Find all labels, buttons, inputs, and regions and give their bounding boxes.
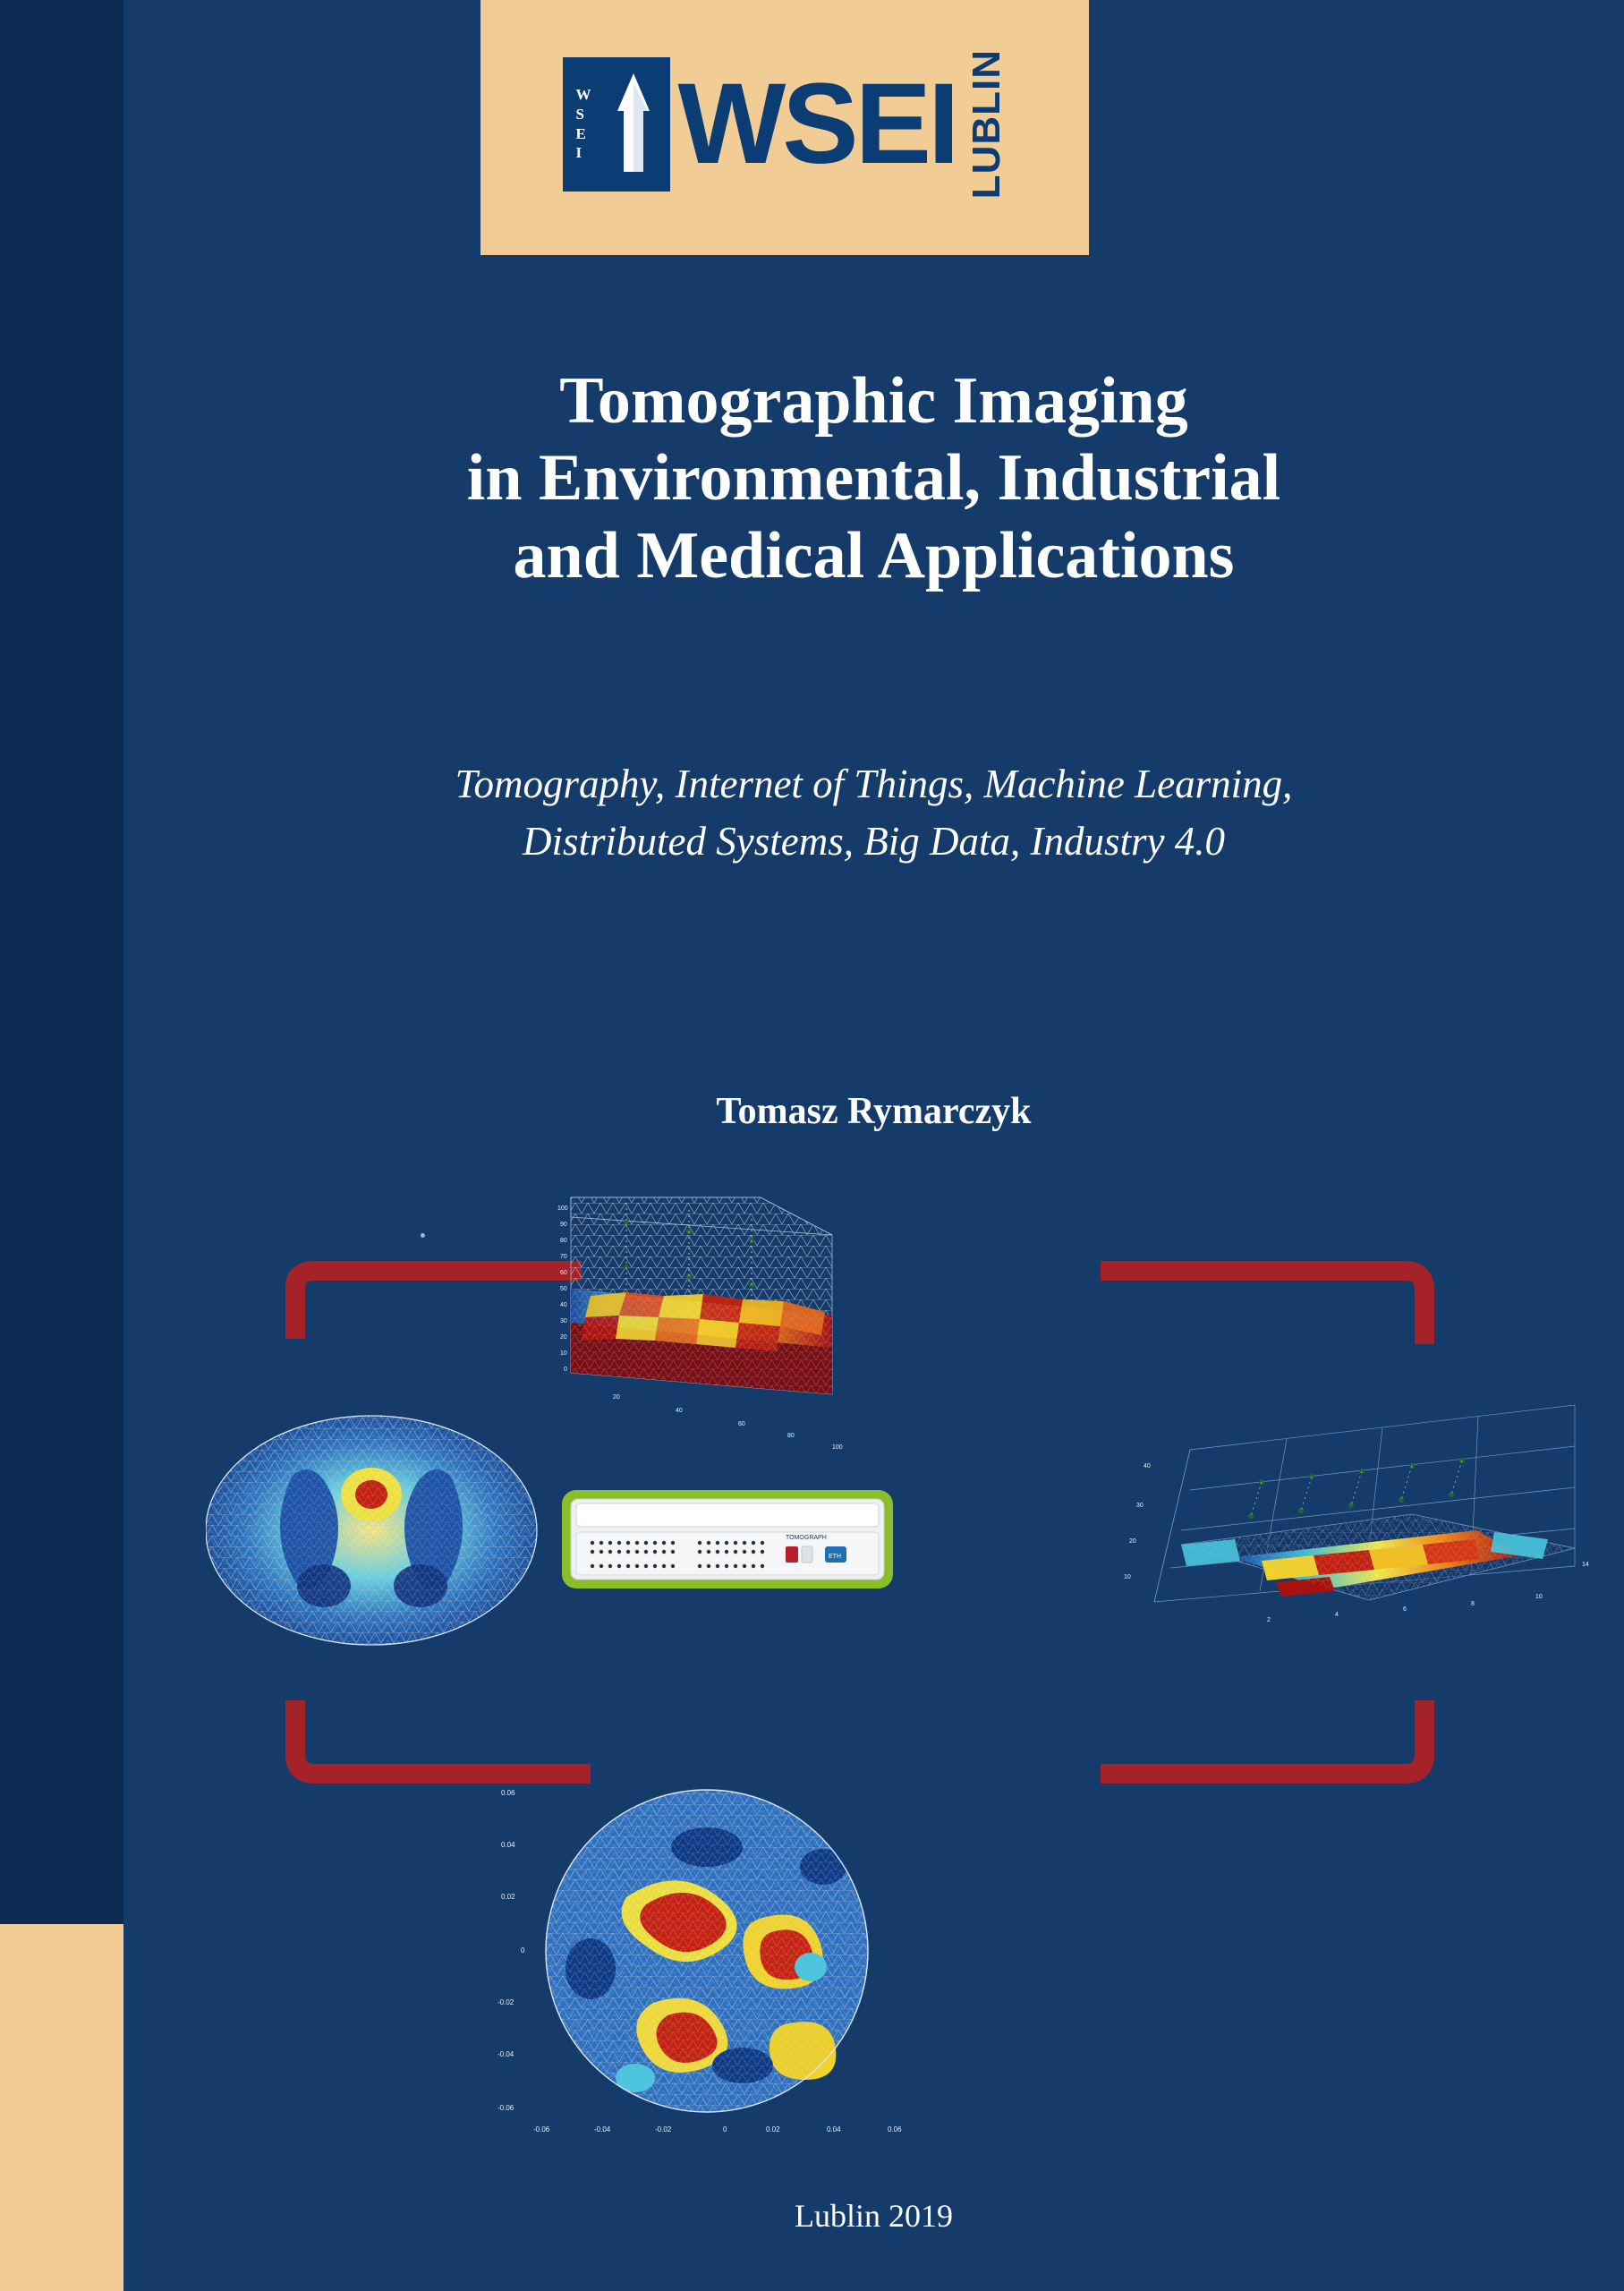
3d-embankment-tomography-mesh-image xyxy=(1124,1405,1589,1623)
svg-text:60: 60 xyxy=(560,1270,567,1276)
svg-text:0: 0 xyxy=(564,1367,567,1373)
svg-text:100: 100 xyxy=(832,1444,843,1451)
svg-text:100: 100 xyxy=(557,1205,568,1212)
svg-text:-0.02: -0.02 xyxy=(497,1998,514,2006)
book-title xyxy=(123,362,1624,595)
svg-text:40: 40 xyxy=(1144,1463,1151,1469)
svg-text:30: 30 xyxy=(560,1318,567,1324)
3d-tank-tomography-mesh-image xyxy=(557,1197,843,1451)
circular-eit-reconstruction-image xyxy=(497,1789,902,2133)
svg-text:2: 2 xyxy=(1267,1617,1271,1623)
wsei-badge-icon xyxy=(563,57,670,192)
svg-text:50: 50 xyxy=(560,1286,567,1292)
svg-text:-0.06: -0.06 xyxy=(533,2125,550,2133)
svg-text:40: 40 xyxy=(560,1302,567,1308)
svg-text:-0.02: -0.02 xyxy=(655,2125,672,2133)
svg-text:-0.06: -0.06 xyxy=(497,2104,514,2112)
cover-accent-block xyxy=(0,1924,123,2291)
book-subtitle-line-2: Distributed Systems, Big Data, Industry 4.0 xyxy=(523,818,1225,864)
svg-text:40: 40 xyxy=(676,1408,683,1414)
svg-text:6: 6 xyxy=(1403,1606,1407,1613)
svg-text:10: 10 xyxy=(560,1350,567,1357)
publisher-logo-band xyxy=(480,0,1089,255)
svg-text:20: 20 xyxy=(1129,1538,1136,1545)
svg-text:20: 20 xyxy=(560,1334,567,1341)
svg-text:30: 30 xyxy=(1136,1503,1144,1509)
svg-text:0.02: 0.02 xyxy=(766,2125,780,2133)
svg-text:80: 80 xyxy=(787,1433,795,1439)
tomograph-measurement-device-image xyxy=(562,1490,893,1588)
svg-text:ETH: ETH xyxy=(829,1554,841,1560)
svg-text:20: 20 xyxy=(613,1394,620,1401)
publication-place-year: Lublin 2019 xyxy=(795,2198,953,2234)
book-subtitle-line-1: Tomography, Internet of Things, Machine Learning, xyxy=(455,762,1293,806)
svg-text:60: 60 xyxy=(738,1421,745,1427)
book-author: Tomasz Rymarczyk xyxy=(716,1091,1032,1132)
book-title-line-2: in Environmental, Industrial xyxy=(466,441,1281,515)
svg-text:0.04: 0.04 xyxy=(501,1841,515,1849)
svg-text:4: 4 xyxy=(1335,1612,1339,1618)
pen-nib-arrow-icon xyxy=(609,72,658,177)
svg-text:0.06: 0.06 xyxy=(888,2125,902,2133)
svg-text:14: 14 xyxy=(1582,1562,1589,1568)
device-label: TOMOGRAPH xyxy=(786,1535,827,1541)
svg-text:0.04: 0.04 xyxy=(827,2125,841,2133)
cover-figure xyxy=(206,1181,1602,2175)
svg-text:0: 0 xyxy=(521,1946,525,1955)
wsei-lublin-text: LUBLIN xyxy=(964,48,1008,200)
book-title-line-3: and Medical Applications xyxy=(513,518,1235,592)
svg-text:10: 10 xyxy=(1535,1594,1543,1600)
publisher-logo xyxy=(563,49,1006,199)
wsei-badge-letters: W S E I xyxy=(575,86,591,162)
svg-text:90: 90 xyxy=(560,1222,567,1228)
svg-text:8: 8 xyxy=(1471,1601,1475,1607)
svg-text:0: 0 xyxy=(723,2125,727,2133)
svg-text:-0.04: -0.04 xyxy=(594,2125,611,2133)
svg-text:70: 70 xyxy=(560,1254,567,1260)
svg-text:0.02: 0.02 xyxy=(501,1893,515,1901)
svg-text:80: 80 xyxy=(560,1238,567,1244)
lung-cross-section-mesh-image xyxy=(206,1416,537,1645)
svg-text:0.06: 0.06 xyxy=(501,1789,515,1797)
book-subtitle xyxy=(123,756,1624,871)
svg-text:10: 10 xyxy=(1124,1574,1131,1580)
cover-figure-graphic xyxy=(206,1181,1602,2175)
svg-text:-0.04: -0.04 xyxy=(497,2050,514,2058)
book-title-line-1: Tomographic Imaging xyxy=(559,363,1188,438)
wsei-wordmark: WSEI xyxy=(677,59,957,188)
